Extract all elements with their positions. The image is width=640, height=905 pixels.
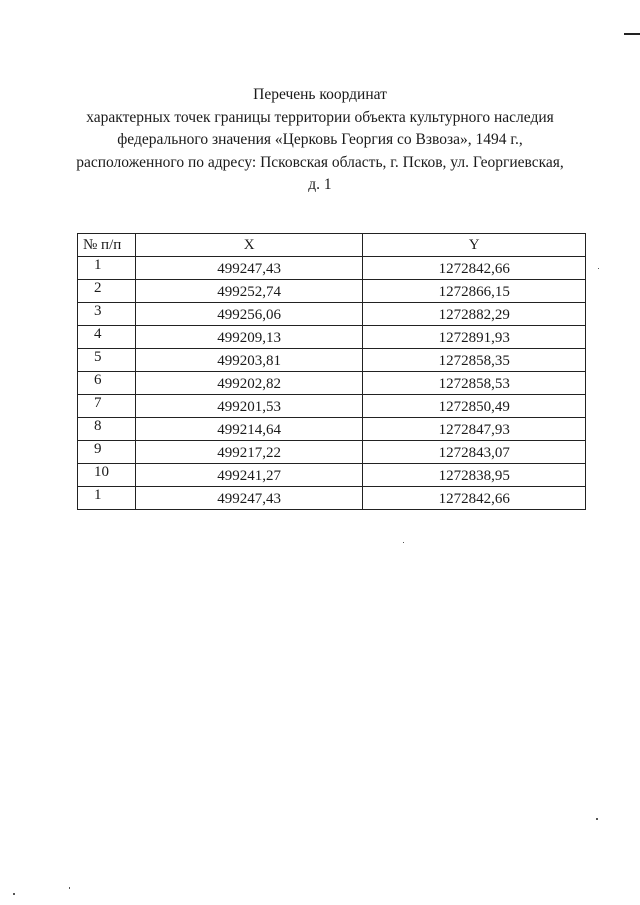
row-number: 6 <box>78 372 136 395</box>
y-coordinate: 1272882,29 <box>363 303 586 326</box>
y-coordinate: 1272838,95 <box>363 464 586 487</box>
table-row <box>78 280 586 303</box>
row-number: 1 <box>78 487 136 510</box>
scan-edge-mark <box>624 33 640 35</box>
row-number: 7 <box>78 395 136 418</box>
y-coordinate: 1272843,07 <box>363 441 586 464</box>
title-line: д. 1 <box>308 176 332 193</box>
row-number: 5 <box>78 349 136 372</box>
y-coordinate: 1272858,35 <box>363 349 586 372</box>
row-number: 8 <box>78 418 136 441</box>
y-coordinate: 1272842,66 <box>363 487 586 510</box>
table-row <box>78 257 586 280</box>
x-coordinate: 499252,74 <box>135 280 363 303</box>
x-coordinate: 499203,81 <box>135 349 363 372</box>
scan-speck <box>403 542 404 543</box>
scan-speck <box>596 818 598 820</box>
scan-speck <box>69 887 70 889</box>
table-row <box>78 487 586 510</box>
table-header-row <box>78 234 586 257</box>
scan-speck <box>13 893 15 895</box>
title-line: Перечень координат <box>253 86 387 103</box>
y-coordinate: 1272850,49 <box>363 395 586 418</box>
y-coordinate: 1272891,93 <box>363 326 586 349</box>
title-line: расположенного по адресу: Псковская область, г. Псков, ул. Георгиевская, <box>76 153 564 171</box>
y-coordinate: 1272842,66 <box>363 257 586 280</box>
coordinates-table <box>77 233 586 510</box>
row-number: 1 <box>78 257 136 280</box>
title-line: федерального значения «Церковь Георгия со Взвоза», 1494 г., <box>117 131 523 148</box>
x-coordinate: 499201,53 <box>135 395 363 418</box>
table-row <box>78 326 586 349</box>
table-row <box>78 441 586 464</box>
x-coordinate: 499202,82 <box>135 372 363 395</box>
title-line: характерных точек границы территории объекта культурного наследия <box>86 108 554 126</box>
x-coordinate: 499217,22 <box>135 441 363 464</box>
row-number: 9 <box>78 441 136 464</box>
x-coordinate: 499209,13 <box>135 326 363 349</box>
table-row <box>78 418 586 441</box>
row-number: 3 <box>78 303 136 326</box>
y-coordinate: 1272866,15 <box>363 280 586 303</box>
x-coordinate: 499256,06 <box>135 303 363 326</box>
table-row <box>78 395 586 418</box>
row-number: 10 <box>78 464 136 487</box>
x-coordinate: 499247,43 <box>135 487 363 510</box>
row-number: 4 <box>78 326 136 349</box>
y-coordinate: 1272847,93 <box>363 418 586 441</box>
document-title <box>40 84 600 197</box>
table-row <box>78 349 586 372</box>
column-header-y: Y <box>363 234 586 257</box>
x-coordinate: 499241,27 <box>135 464 363 487</box>
table-row <box>78 372 586 395</box>
table-row <box>78 464 586 487</box>
table-row <box>78 303 586 326</box>
scan-speck <box>598 268 599 269</box>
x-coordinate: 499214,64 <box>135 418 363 441</box>
x-coordinate: 499247,43 <box>135 257 363 280</box>
y-coordinate: 1272858,53 <box>363 372 586 395</box>
column-header-x: X <box>135 234 363 257</box>
column-header-number: № п/п <box>78 234 136 257</box>
row-number: 2 <box>78 280 136 303</box>
